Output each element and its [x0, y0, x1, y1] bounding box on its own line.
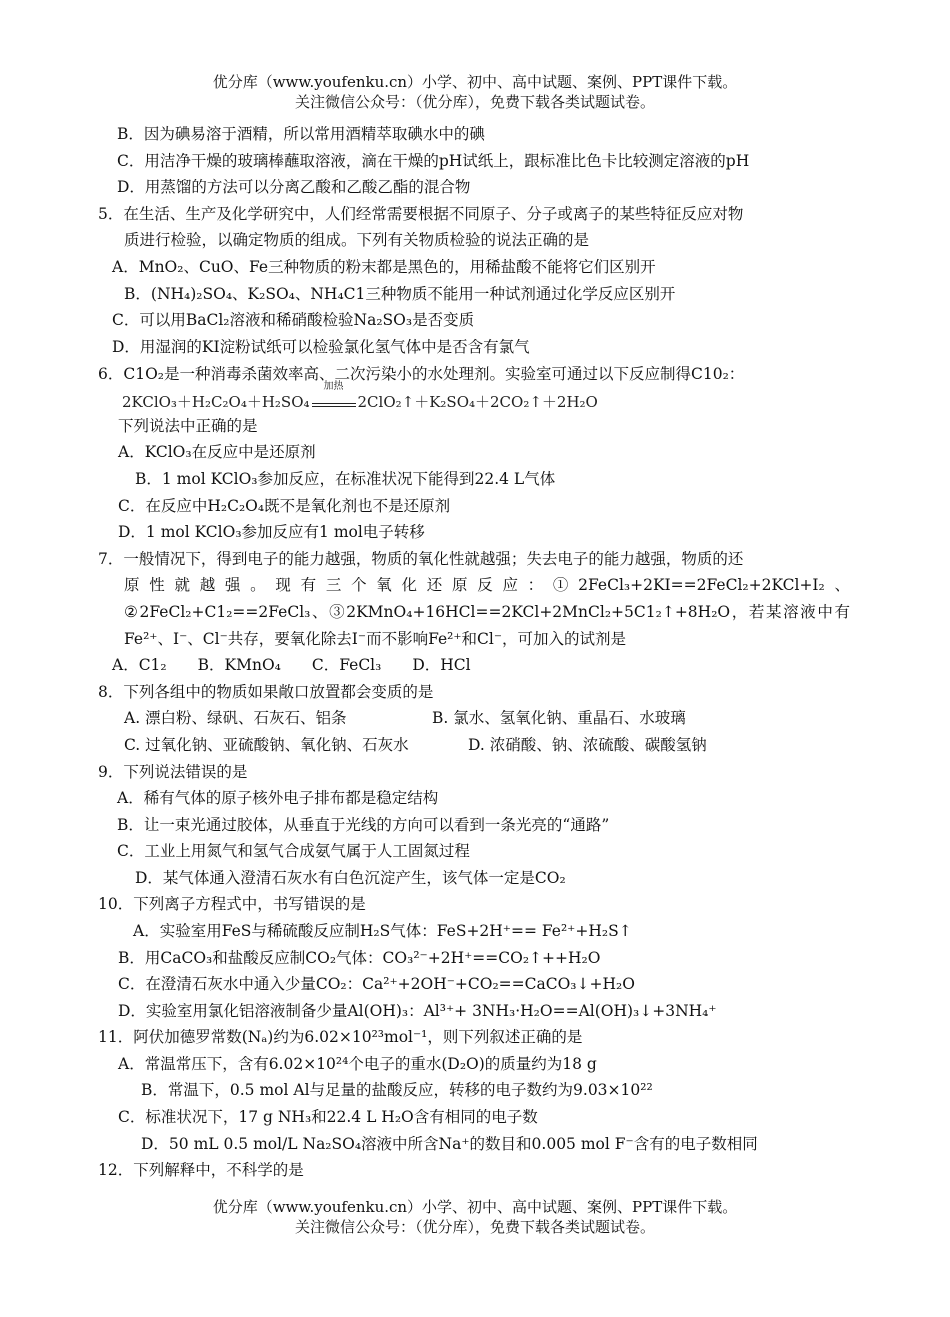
- q9-option-a: A．稀有气体的原子核外电子排布都是稳定结构: [117, 789, 439, 807]
- q6-option-d: D．1 mol KClO₃参加反应有1 mol电子转移: [118, 523, 425, 541]
- q7-options: A．C1₂ B．KMnO₄ C．FeCl₃ D．HCl: [112, 656, 471, 674]
- q6-equation-reactants: 2KClO₃＋H₂C₂O₄＋H₂SO₄: [122, 393, 310, 411]
- q9-stem: 9．下列说法错误的是: [98, 763, 248, 781]
- q11-option-d: D．50 mL 0.5 mol/L Na₂SO₄溶液中所含Na⁺的数目和0.005 mol F⁻含有的电子数相同: [141, 1135, 758, 1153]
- q6-stem: 6．C1O₂是一种消毒杀菌效率高、二次污染小的水处理剂。实验室可通过以下反应制得C10₂：: [98, 365, 745, 383]
- q6-equation-products: 2ClO₂↑＋K₂SO₄＋2CO₂↑＋2H₂O: [357, 393, 598, 411]
- q11-option-b: B．常温下，0.5 mol Al与足量的盐酸反应，转移的电子数约为9.03×10²²: [141, 1081, 653, 1099]
- q4-option-d: D．用蒸馏的方法可以分离乙酸和乙酸乙酯的混合物: [117, 178, 471, 196]
- q4-option-c: C．用洁净干燥的玻璃棒蘸取溶液，滴在干燥的pH试纸上，跟标准比色卡比较测定溶液的pH: [117, 152, 750, 170]
- q6-chemical-equation: [122, 381, 598, 414]
- q10-option-a: A．实验室用FeS与稀硫酸反应制H₂S气体：FeS+2H⁺== Fe²⁺+H₂S↑: [133, 922, 632, 940]
- q6-option-b: B．1 mol KClO₃参加反应，在标准状况下能得到22.4 L气体: [135, 470, 556, 488]
- page-footer-line-2: 关注微信公众号：（优分库），免费下载各类试题试卷。: [294, 1218, 655, 1236]
- q5-option-d: D．用湿润的KI淀粉试纸可以检验氯化氢气体中是否含有氯气: [112, 338, 530, 356]
- q6-prompt: 下列说法中正确的是: [118, 417, 258, 435]
- q10-option-b: B．用CaCO₃和盐酸反应制CO₂气体：CO₃²⁻+2H⁺==CO₂↑++H₂O: [118, 949, 601, 967]
- q11-option-c: C．标准状况下，17 g NH₃和22.4 L H₂O含有相同的电子数: [118, 1108, 538, 1126]
- page-header-line-1: 优分库（www.youfenku.cn）小学、初中、高中试题、案例、PPT课件下载。: [212, 73, 738, 91]
- q9-option-b: B．让一束光通过胶体，从垂直于光线的方向可以看到一条光亮的“通路”: [117, 816, 610, 834]
- q7-stem-line-1: 7．一般情况下，得到电子的能力越强，物质的氧化性就越强；失去电子的能力越强，物质的还: [98, 550, 744, 568]
- q4-option-b: B．因为碘易溶于酒精，所以常用酒精萃取碘水中的碘: [117, 125, 485, 143]
- q10-stem: 10．下列离子方程式中，书写错误的是: [98, 895, 366, 913]
- page-footer-line-1: 优分库（www.youfenku.cn）小学、初中、高中试题、案例、PPT课件下载。: [212, 1198, 738, 1216]
- q12-stem: 12．下列解释中，不科学的是: [98, 1161, 304, 1179]
- q5-stem-line-1: 5．在生活、生产及化学研究中，人们经常需要根据不同原子、分子或离子的某些特征反应对物: [98, 205, 744, 223]
- q6-equation-arrow: [312, 381, 356, 407]
- q6-option-c: C．在反应中H₂C₂O₄既不是氧化剂也不是还原剂: [118, 497, 451, 515]
- q5-option-c: C．可以用BaCl₂溶液和稀硝酸检验Na₂SO₃是否变质: [112, 311, 475, 329]
- q10-option-d: D．实验室用氯化铝溶液制备少量Al(OH)₃：Al³⁺+ 3NH₃·H₂O==Al(OH)₃↓+3NH₄⁺: [118, 1002, 717, 1020]
- q8-option-b: B. 氯水、氢氧化钠、重晶石、水玻璃: [432, 709, 686, 727]
- q11-stem: 11．阿伏加德罗常数(Nₐ)约为6.02×10²³mol⁻¹，则下列叙述正确的是: [98, 1028, 583, 1046]
- q8-option-a: A. 漂白粉、绿矾、石灰石、铝条: [124, 709, 347, 727]
- q7-stem-line-2: 原性就越强。现有三个氧化还原反应：①2FeCl₃+2KI==2FeCl₂+2KCl+I₂、: [124, 576, 850, 594]
- q7-stem-line-4: Fe²⁺、I⁻、Cl⁻共存，要氧化除去I⁻而不影响Fe²⁺和Cl⁻，可加入的试剂是: [124, 630, 627, 648]
- q11-option-a: A．常温常压下，含有6.02×10²⁴个电子的重水(D₂O)的质量约为18 g: [118, 1055, 597, 1073]
- q5-option-b: B．(NH₄)₂SO₄、K₂SO₄、NH₄C1三种物质不能用一种试剂通过化学反应区别开: [124, 285, 676, 303]
- q9-option-d: D．某气体通入澄清石灰水有白色沉淀产生，该气体一定是CO₂: [135, 869, 566, 887]
- q8-option-d: D. 浓硝酸、钠、浓硫酸、碳酸氢钠: [468, 736, 707, 754]
- q8-option-c: C. 过氧化钠、亚硫酸钠、氧化钠、石灰水: [124, 736, 409, 754]
- page-header-line-2: 关注微信公众号：（优分库），免费下载各类试题试卷。: [294, 93, 655, 111]
- q9-option-c: C．工业上用氮气和氢气合成氨气属于人工固氮过程: [117, 842, 470, 860]
- q6-option-a: A．KClO₃在反应中是还原剂: [118, 443, 316, 461]
- q5-option-a: A．MnO₂、CuO、Fe三种物质的粉末都是黑色的，用稀盐酸不能将它们区别开: [112, 258, 656, 276]
- q6-equation-condition: 加热: [323, 381, 344, 392]
- q7-stem-line-3: ②2FeCl₂+C1₂==2FeCl₃、③2KMnO₄+16HCl==2KCl+2MnCl₂+5C1₂↑+8H₂O，若某溶液中有: [124, 603, 850, 621]
- q10-option-c: C．在澄清石灰水中通入少量CO₂：Ca²⁺+2OH⁻+CO₂==CaCO₃↓+H₂O: [118, 975, 635, 993]
- q8-stem: 8．下列各组中的物质如果敞口放置都会变质的是: [98, 683, 434, 701]
- q5-stem-line-2: 质进行检验，以确定物质的组成。下列有关物质检验的说法正确的是: [124, 231, 590, 249]
